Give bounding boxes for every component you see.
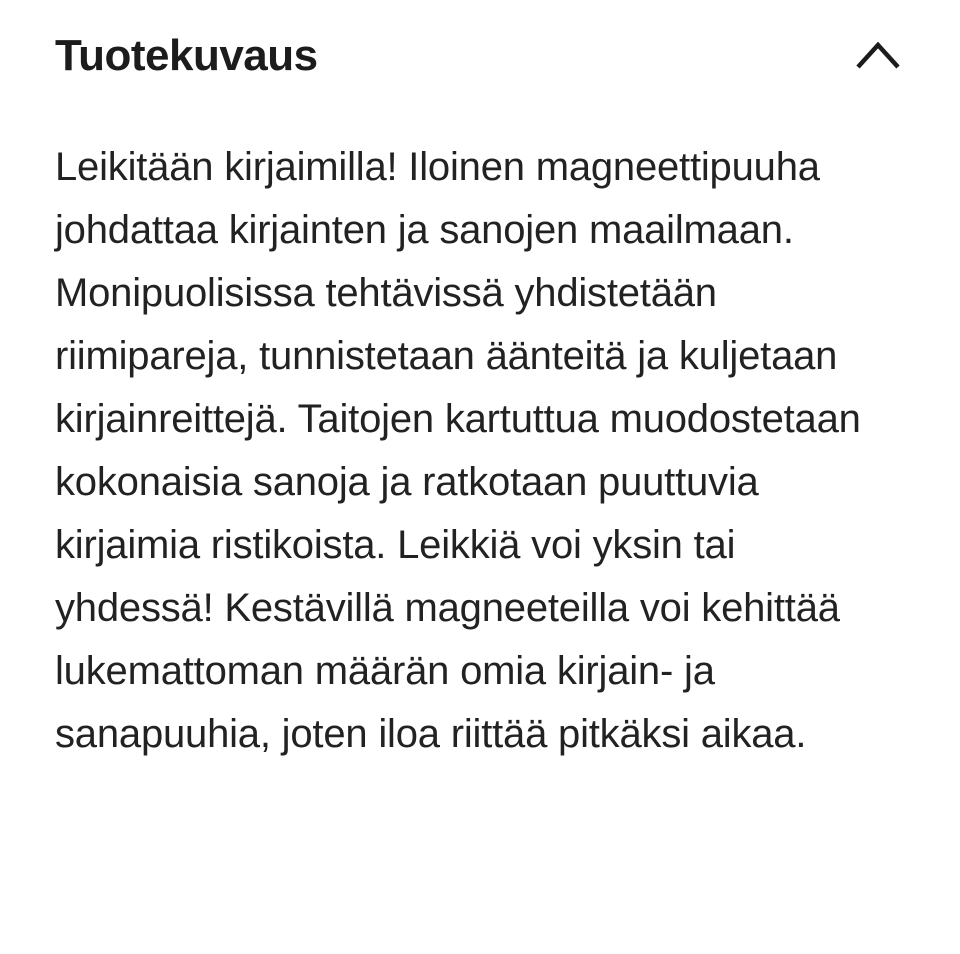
- collapse-button[interactable]: [854, 38, 902, 74]
- section-title: Tuotekuvaus: [55, 31, 318, 80]
- accordion-body: [55, 136, 902, 766]
- accordion-header[interactable]: [55, 28, 902, 80]
- description-text: Leikitään kirjaimilla! Iloinen magneettipuuha johdattaa kirjainten ja sanojen maailmaan. Monipuolisissa tehtävissä yhdistetään riimipareja, tunnistetaan äänteitä ja kuljetaan kirjainreittejä. Taitojen kartuttua muodostetaan kokonaisia sanoja ja ratkotaan puuttuvia kirjaimia ristikoista. Leikkiä voi yksin tai yhdessä! Kestävillä magneeteilla voi kehittää lukemattoman määrän omia kirjain- ja sanapuuhia, joten iloa riittää pitkäksi aikaa.: [55, 145, 861, 757]
- chevron-up-icon: [855, 42, 901, 70]
